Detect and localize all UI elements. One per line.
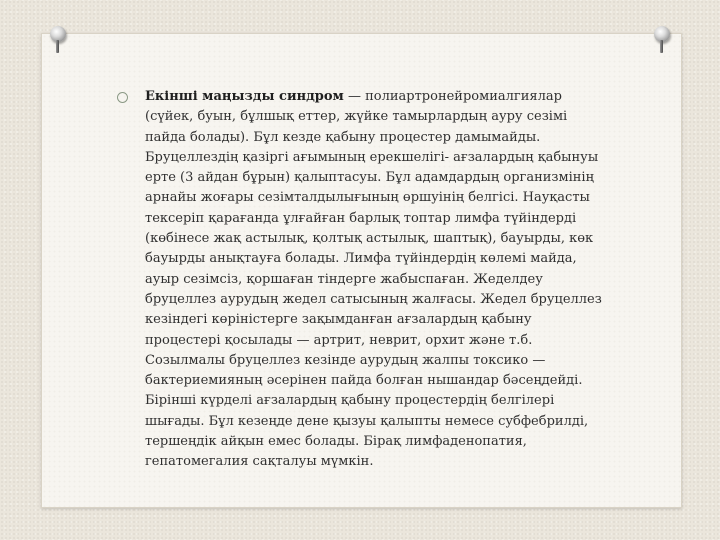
pushpin-icon: [654, 26, 670, 42]
syndrome-definition: — полиартронейромиалгиялар (сүйек, буын, бұлшық еттер, жүйке тамырлардың ауру сезімі пайда болады). Бұл кезде қабыну процестер дамымайды. Бруцеллездің қазіргі ағымының ерекшелігі- ағзалардың қабынуы ерте (3 айдан бұрын) қалыптасуы. Бұл адамдардың организмінің арнайы жоғары сезімталдылығының өршуінің белгісі. Науқасты тексеріп қарағанда ұлғайған барлық топтар лимфа түйіндерді (көбінесе жақ астылық, қолтық астылық, шаптық), бауырды, көк бауырды анықтауға болады. Лимфа түйіндердің көлемі майда, ауыр сезімсіз, қоршаған тіндерге жабыспаған. Жеделдеу бруцеллез аурудың жедел сатысының жалғасы. Жедел бруцеллез кезіндегі көріністерге зақымданған ағзалардың қабыну процестері қосылады — артрит, неврит, орхит және т.б. Созылмалы бруцеллез кезінде аурудың жалпы токсико — бактериемияның әсерінен пайда болған нышандар бәсеңдейді. Біріншi күрделі ағзалардың қабыну процестердің белгілері шығады. Бұл кезеңде дене қызуы қалыпты немесе субфебрилді, тершеңдік айқын емес болады. Бірақ лимфаденопатия, гепатомегалия сақталуы мүмкін.: [145, 89, 602, 470]
circle-bullet-icon: [117, 92, 128, 103]
pushpin-icon: [50, 26, 66, 42]
syndrome-term: Екінші маңызды синдром: [145, 89, 344, 104]
body-paragraph: [145, 87, 610, 473]
